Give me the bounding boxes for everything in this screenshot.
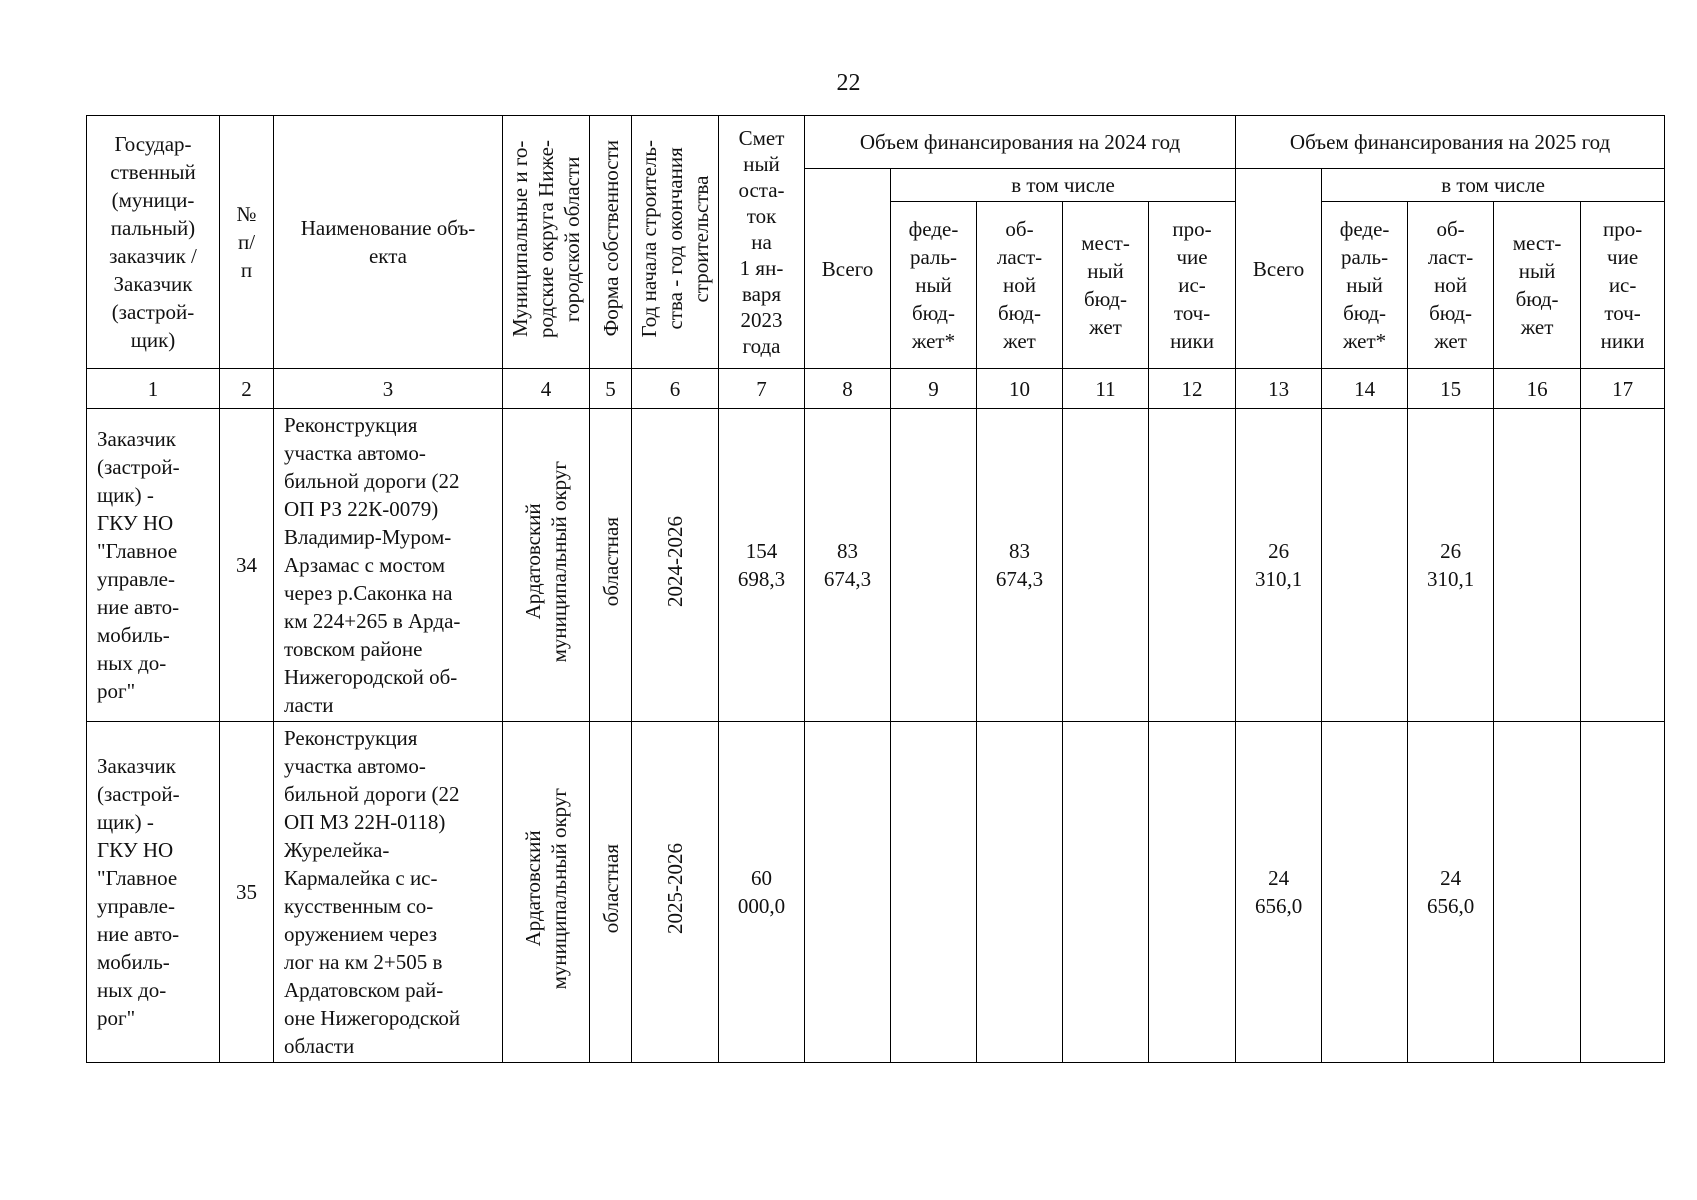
cell-regional-2025: 26 310,1 bbox=[1408, 409, 1494, 722]
header-row-1 bbox=[87, 116, 1665, 169]
cell-estimate: 154 698,3 bbox=[719, 409, 805, 722]
cell-regional-2024: 83 674,3 bbox=[977, 409, 1063, 722]
cell-total-2024 bbox=[805, 722, 891, 1063]
column-number: 14 bbox=[1322, 369, 1408, 409]
cell-years-text: 2024-2026 bbox=[663, 516, 687, 607]
header-fin-2025: Объем финансирования на 2025 год bbox=[1236, 116, 1665, 169]
cell-years bbox=[632, 722, 719, 1063]
cell-local-2024 bbox=[1063, 409, 1149, 722]
column-number: 8 bbox=[805, 369, 891, 409]
cell-other-2024 bbox=[1149, 409, 1236, 722]
header-other-2025: про- чие ис- точ- ники bbox=[1581, 202, 1665, 369]
cell-other-2024 bbox=[1149, 722, 1236, 1063]
cell-regional-2025: 24 656,0 bbox=[1408, 722, 1494, 1063]
header-including-2025: в том числе bbox=[1322, 169, 1665, 202]
column-number: 4 bbox=[503, 369, 590, 409]
header-ownership-text: Форма собственности bbox=[598, 140, 623, 337]
header-local-2025: мест- ный бюд- жет bbox=[1494, 202, 1581, 369]
header-federal-2024: феде- раль- ный бюд- жет* bbox=[891, 202, 977, 369]
header-including-2024: в том числе bbox=[891, 169, 1236, 202]
header-total-2024: Всего bbox=[805, 169, 891, 369]
cell-federal-2024 bbox=[891, 409, 977, 722]
column-number: 16 bbox=[1494, 369, 1581, 409]
table-row bbox=[87, 722, 1665, 1063]
column-number: 13 bbox=[1236, 369, 1322, 409]
header-municipality bbox=[503, 116, 590, 369]
cell-ownership bbox=[590, 409, 632, 722]
cell-object-name: Реконструкция участка автомо- бильной дороги (22 ОП МЗ 22Н-0118) Журелейка- Кармалейка с ис- кусственным со- оружением через лог на км 2+505 в Ардатовском рай- оне Нижегородской области bbox=[274, 722, 503, 1063]
column-number: 2 bbox=[220, 369, 274, 409]
column-number: 5 bbox=[590, 369, 632, 409]
column-number: 7 bbox=[719, 369, 805, 409]
cell-total-2024: 83 674,3 bbox=[805, 409, 891, 722]
cell-ownership-text: областная bbox=[598, 516, 623, 607]
cell-num: 34 bbox=[220, 409, 274, 722]
column-number: 3 bbox=[274, 369, 503, 409]
header-object-name: Наименование объ- екта bbox=[274, 116, 503, 369]
header-estimate: Смет ный оста- ток на 1 ян- варя 2023 года bbox=[719, 116, 805, 369]
column-number: 10 bbox=[977, 369, 1063, 409]
page-number: 22 bbox=[836, 70, 861, 96]
header-years-text: Год начала строитель- ства - год окончания строительства bbox=[637, 139, 713, 338]
cell-total-2025: 24 656,0 bbox=[1236, 722, 1322, 1063]
cell-ownership bbox=[590, 722, 632, 1063]
cell-years-text: 2025-2026 bbox=[663, 843, 687, 934]
cell-federal-2025 bbox=[1322, 722, 1408, 1063]
cell-municipality bbox=[503, 722, 590, 1063]
header-ownership bbox=[590, 116, 632, 369]
header-fin-2024: Объем финансирования на 2024 год bbox=[805, 116, 1236, 169]
cell-total-2025: 26 310,1 bbox=[1236, 409, 1322, 722]
header-federal-2025: феде- раль- ный бюд- жет* bbox=[1322, 202, 1408, 369]
cell-estimate: 60 000,0 bbox=[719, 722, 805, 1063]
cell-years bbox=[632, 409, 719, 722]
cell-regional-2024 bbox=[977, 722, 1063, 1063]
header-regional-2024: об- ласт- ной бюд- жет bbox=[977, 202, 1063, 369]
cell-municipality bbox=[503, 409, 590, 722]
cell-other-2025 bbox=[1581, 409, 1665, 722]
header-years bbox=[632, 116, 719, 369]
table-row bbox=[87, 409, 1665, 722]
column-number: 15 bbox=[1408, 369, 1494, 409]
cell-local-2025 bbox=[1494, 409, 1581, 722]
cell-ownership-text: областная bbox=[598, 843, 623, 934]
cell-federal-2025 bbox=[1322, 409, 1408, 722]
header-regional-2025: об- ласт- ной бюд- жет bbox=[1408, 202, 1494, 369]
column-number: 11 bbox=[1063, 369, 1149, 409]
cell-object-name: Реконструкция участка автомо- бильной дороги (22 ОП РЗ 22К-0079) Владимир-Муром- Арзамас с мостом через р.Саконка на км 224+265 в Арда- товском районе Нижегородской об- ласти bbox=[274, 409, 503, 722]
header-total-2025: Всего bbox=[1236, 169, 1322, 369]
cell-customer: Заказчик (застрой- щик) - ГКУ НО "Главное управле- ние авто- мобиль- ных до- рог" bbox=[87, 722, 220, 1063]
cell-municipality-text: Ардатовский муниципальный округ bbox=[521, 460, 571, 663]
header-local-2024: мест- ный бюд- жет bbox=[1063, 202, 1149, 369]
column-number: 6 bbox=[632, 369, 719, 409]
financing-table bbox=[86, 115, 1665, 1063]
header-municipality-text: Муниципальные и го- родские округа Ниже- городской области bbox=[508, 139, 584, 338]
column-number: 12 bbox=[1149, 369, 1236, 409]
column-numbers-row bbox=[87, 369, 1665, 409]
cell-municipality-text: Ардатовский муниципальный округ bbox=[521, 787, 571, 990]
header-num: № п/ п bbox=[220, 116, 274, 369]
header-other-2024: про- чие ис- точ- ники bbox=[1149, 202, 1236, 369]
cell-other-2025 bbox=[1581, 722, 1665, 1063]
column-number: 1 bbox=[87, 369, 220, 409]
cell-local-2024 bbox=[1063, 722, 1149, 1063]
column-number: 9 bbox=[891, 369, 977, 409]
cell-federal-2024 bbox=[891, 722, 977, 1063]
cell-local-2025 bbox=[1494, 722, 1581, 1063]
cell-customer: Заказчик (застрой- щик) - ГКУ НО "Главное управле- ние авто- мобиль- ных до- рог" bbox=[87, 409, 220, 722]
column-number: 17 bbox=[1581, 369, 1665, 409]
header-customer: Государ- ственный (муници- пальный) заказчик / Заказчик (застрой- щик) bbox=[87, 116, 220, 369]
cell-num: 35 bbox=[220, 722, 274, 1063]
